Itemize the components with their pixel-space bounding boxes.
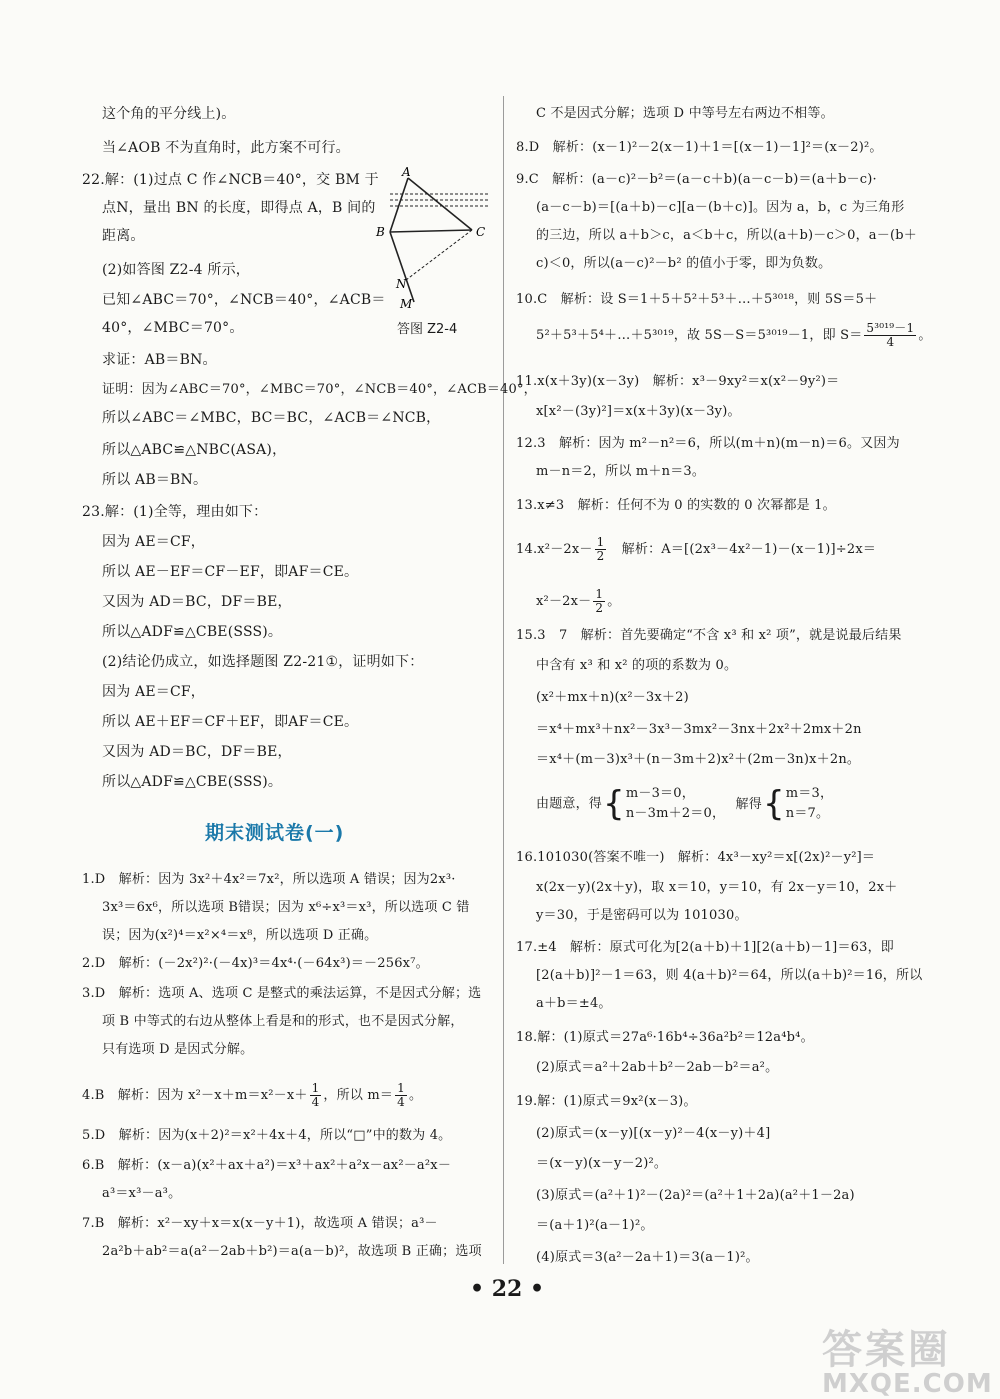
watermark-line1: 答案圈 xyxy=(822,1327,951,1373)
text-line: 当∠AOB 不为直角时，此方案不可行。 xyxy=(102,140,350,156)
text-line: 所以△ADF≌△CBE(SSS)。 xyxy=(102,774,283,790)
text-line: a＋b＝±4。 xyxy=(536,996,612,1011)
text-line: m－n＝2，所以 m＋n＝3。 xyxy=(536,464,706,479)
text-line: (2)原式＝a²＋2ab＋b²－2ab－b²＝a²。 xyxy=(536,1060,779,1075)
text-line: 15.3 7 解析：首先要确定“不含 x³ 和 x² 项”，就是说最后结果 xyxy=(516,628,902,643)
text-line: 项 B 中等式的右边从整体上看是和的形式，也不是因式分解， xyxy=(102,1014,464,1029)
text-line: 13.x≠3 解析：任何不为 0 的实数的 0 次幂都是 1。 xyxy=(516,498,836,513)
label-c: C xyxy=(476,225,486,239)
text-line: x(2x－y)(2x＋y)，取 x＝10，y＝10，有 2x－y＝10，2x＋ xyxy=(536,880,898,895)
text-line: (x²＋mx＋n)(x²－3x＋2) xyxy=(536,690,689,705)
brace: { xyxy=(603,784,625,824)
text-line: 又因为 AD＝BC，DF＝BE， xyxy=(102,594,292,610)
fraction: $\frac{1}{4}$ xyxy=(311,1081,320,1109)
text-line: y＝30，于是密码可以为 101030。 xyxy=(536,908,748,923)
geometry-figure xyxy=(372,164,492,314)
text-line: 22.解：(1)过点 C 作∠NCB＝40°，交 BM 于 xyxy=(82,172,379,188)
text-line: C 不是因式分解；选项 D 中等号左右两边不相等。 xyxy=(536,106,834,121)
section-title: 期末测试卷(一) xyxy=(205,822,345,844)
text-line: 18.解：(1)原式＝27a⁶·16b⁴÷36a²b²＝12a⁴b⁴。 xyxy=(516,1030,814,1045)
text-line: 的三边，所以 a＋b＞c，a＜b＋c，所以(a＋b)－c＞0，a－(b＋ xyxy=(536,228,917,243)
watermark xyxy=(822,1318,993,1399)
text-line-q14: 14.x²－2x－ $\frac{1}{2}$ 解析：A＝[(2x³－4x²－1)－(x－1)]÷2x＝ xyxy=(516,535,877,563)
fraction: $\frac{1}{4}$ xyxy=(397,1081,405,1109)
text-line: 6.B 解析：(x－a)(x²＋ax＋a²)＝x³＋ax²＋a²x－ax²－a²x－ xyxy=(82,1158,452,1173)
text-line: 只有选项 D 是因式分解。 xyxy=(102,1042,254,1057)
text-line: (4)原式＝3(a²－2a＋1)＝3(a－1)²。 xyxy=(536,1250,759,1265)
text-line: 1.D 解析：因为 3x²＋4x²＝7x²，所以选项 A 错误；因为2x³· xyxy=(82,872,456,887)
text-line: 8.D 解析：(x－1)²－2(x－1)＋1＝[(x－1)－1]²＝(x－2)²。 xyxy=(516,140,883,155)
text-line: 距离。 xyxy=(102,228,145,244)
text-line-system: 由题意，得{ m－3＝0， n－3m＋2＝0， 解得{ m＝3， n＝7。 xyxy=(536,784,834,824)
text-line: (2)如答图 Z2-4 所示， xyxy=(102,262,251,278)
text-line: [2(a＋b)]²－1＝63，则 4(a＋b)²＝64，所以(a＋b)²＝16，所以 xyxy=(536,968,923,983)
text-line-q10: 5²＋5³＋5⁴＋…＋5³⁰¹⁹，故 5S－S＝5³⁰¹⁹－1，即 S＝ $\frac{\text{5³⁰¹⁹－1}}{4}$ 。 xyxy=(536,321,932,349)
text-line: (2)结论仍成立，如选择题图 Z2-21①，证明如下： xyxy=(102,654,424,670)
text-line: 7.B 解析：x²－xy＋x＝x(x－y＋1)，故选项 A 错误；a³－ xyxy=(82,1216,438,1231)
figure-caption: 答图 Z2-4 xyxy=(397,322,458,337)
text-line: x[x²－(3y)²]＝x(x＋3y)(x－3y)。 xyxy=(536,404,741,419)
text-line: 40°，∠MBC＝70°。 xyxy=(102,320,244,336)
text-line: 因为 AE＝CF， xyxy=(102,534,206,550)
text-line: 3.D 解析：选项 A、选项 C 是整式的乘法运算，不是因式分解；选 xyxy=(82,986,482,1001)
brace: { xyxy=(762,784,785,824)
watermark-line2: MXQE.COM xyxy=(822,1369,993,1399)
text-line: 已知∠ABC＝70°，∠NCB＝40°，∠ACB＝ xyxy=(102,292,386,308)
text-line: 又因为 AD＝BC，DF＝BE， xyxy=(102,744,292,760)
text-line: 10.C 解析：设 S＝1＋5＋5²＋5³＋…＋5³⁰¹⁸，则 5S＝5＋ xyxy=(516,292,878,307)
text-line: 12.3 解析：因为 m²－n²＝6，所以(m＋n)(m－n)＝6。又因为 xyxy=(516,436,900,451)
text-line: 所以 AB＝BN。 xyxy=(102,472,208,488)
fraction: $\frac{\text{5³⁰¹⁹－1}}{4}$ xyxy=(866,321,915,349)
text-line: (3)原式＝(a²＋1)²－(2a)²＝(a²＋1＋2a)(a²＋1－2a) xyxy=(536,1188,855,1203)
label-b: B xyxy=(376,225,385,239)
text-line: 5.D 解析：因为(x＋2)²＝x²＋4x＋4，所以“□”中的数为 4。 xyxy=(82,1128,452,1143)
text-line: 误；因为(x²)⁴＝x²×⁴＝x⁸，所以选项 D 正确。 xyxy=(102,928,378,943)
text-line: 19.解：(1)原式＝9x²(x－3)。 xyxy=(516,1094,697,1109)
page-number: • 22 • xyxy=(470,1276,545,1302)
text-line: 点N，量出 BN 的长度，即得点 A，B 间的 xyxy=(102,200,376,216)
fraction: $\frac{1}{2}$ xyxy=(595,587,604,615)
text-line: a³＝x³－a³。 xyxy=(102,1186,182,1201)
text-line-q4: 4.B 解析：因为 x²－x＋m＝x²－x＋ $\frac{1}{4}$ ，所以 m＝ $\frac{1}{4}$ 。 xyxy=(82,1081,423,1109)
text-line: 证明：因为∠ABC＝70°，∠MBC＝70°，∠NCB＝40°，∠ACB＝40°， xyxy=(102,382,537,397)
text-line: ＝(x－y)(x－y－2)²。 xyxy=(536,1156,668,1171)
text-line: (2)原式＝(x－y)[(x－y)²－4(x－y)＋4] xyxy=(536,1126,771,1141)
text-line: 中含有 x³ 和 x² 的项的系数为 0。 xyxy=(536,658,738,673)
text-line: 2.D 解析：(－2x²)²·(－4x)³＝4x⁴·(－64x³)＝－256x⁷。 xyxy=(82,956,429,971)
text-line: 所以 AE＋EF＝CF＋EF，即AF＝CE。 xyxy=(102,714,359,730)
label-n: N xyxy=(396,277,407,291)
text-line: 17.±4 解析：原式可化为[2(a＋b)＋1][2(a＋b)－1]＝63，即 xyxy=(516,940,894,955)
text-line: 求证：AB＝BN。 xyxy=(102,352,217,368)
text-line: 所以∠ABC＝∠MBC，BC＝BC，∠ACB＝∠NCB， xyxy=(102,410,441,426)
text-line: 这个角的平分线上)。 xyxy=(102,106,236,122)
text-line: 因为 AE＝CF， xyxy=(102,684,206,700)
text-line: 9.C 解析：(a－c)²－b²＝(a－c＋b)(a－c－b)＝(a＋b－c)· xyxy=(516,172,877,187)
text-line: ＝(a＋1)²(a－1)²。 xyxy=(536,1218,654,1233)
text-line: 16.101030(答案不唯一) 解析：4x³－xy²＝x[(2x)²－y²]＝ xyxy=(516,850,876,865)
text-line: 所以△ABC≌△NBC(ASA)， xyxy=(102,442,287,458)
text-line-q14b: x²－2x－ $\frac{1}{2}$ 。 xyxy=(536,587,621,615)
label-m: M xyxy=(400,297,413,311)
text-line: ＝x⁴＋(m－3)x³＋(n－3m＋2)x²＋(2m－3n)x＋2n。 xyxy=(536,752,861,767)
text-line: ＝x⁴＋mx³＋nx²－3x³－3mx²－3nx＋2x²＋2mx＋2n xyxy=(536,722,862,737)
text-line: 所以△ADF≌△CBE(SSS)。 xyxy=(102,624,283,640)
text-line: 所以 AE－EF＝CF－EF，即AF＝CE。 xyxy=(102,564,359,580)
text-line: 11.x(x＋3y)(x－3y) 解析：x³－9xy²＝x(x²－9y²)＝ xyxy=(516,374,840,389)
text-line: 3x³＝6x⁶，所以选项 B错误；因为 x⁶÷x³＝x³，所以选项 C 错 xyxy=(102,900,470,915)
fraction: $\frac{1}{2}$ xyxy=(596,535,605,563)
text-line: (a－c－b)＝[(a＋b)－c][a－(b＋c)]。因为 a，b，c 为三角形 xyxy=(536,200,905,215)
text-line: c)＜0，所以(a－c)²－b² 的值小于零，即为负数。 xyxy=(536,256,832,271)
label-a: A xyxy=(402,165,411,179)
column-divider xyxy=(503,96,504,1264)
text-line: 2a²b＋ab²＝a(a²－2ab＋b²)＝a(a－b)²，故选项 B 正确；选项 xyxy=(102,1244,482,1259)
text-line: 23.解：(1)全等，理由如下： xyxy=(82,504,268,520)
